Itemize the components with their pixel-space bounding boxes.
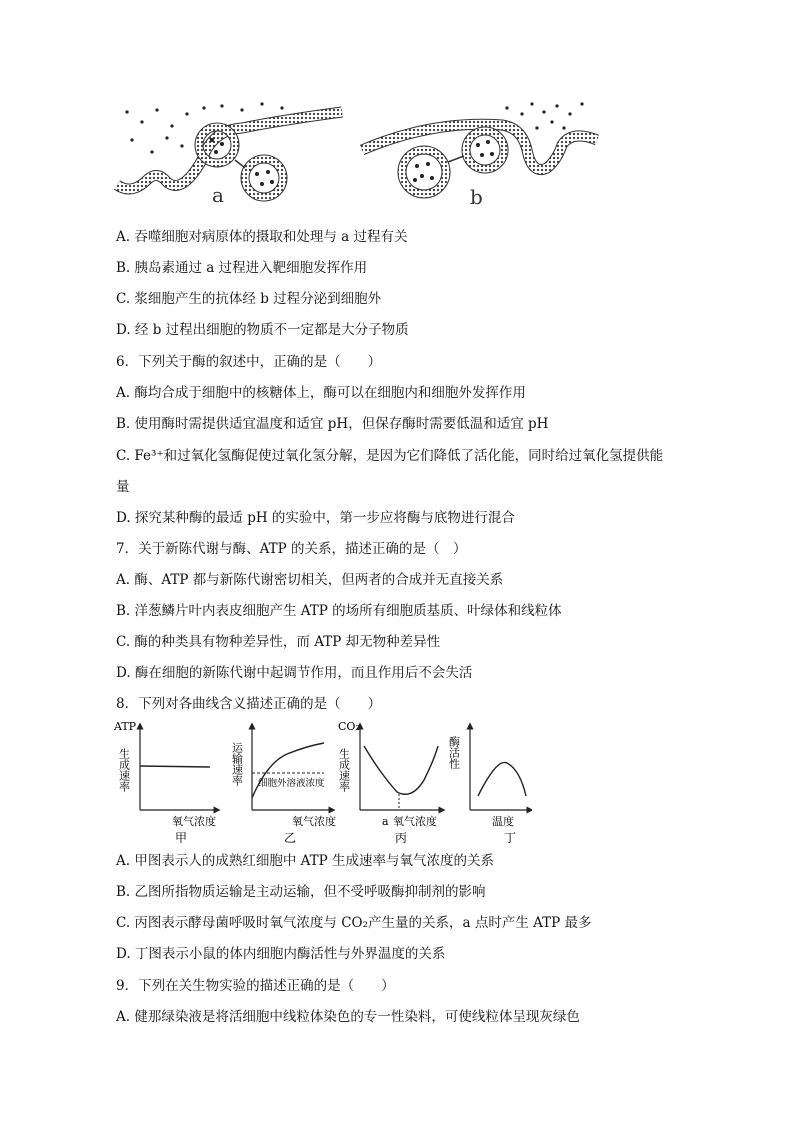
q8-stem: 8．下列对各曲线含义描述正确的是（ ） — [116, 696, 382, 712]
q7-option-c: C. 酶的种类具有物种差异性，而 ATP 却无物种差异性 — [116, 634, 441, 650]
q7-stem: 7．关于新陈代谢与酶、ATP 的关系，描述正确的是（ ） — [116, 541, 467, 557]
q5-option-c: C. 浆细胞产生的抗体经 b 过程分泌到细胞外 — [116, 291, 382, 307]
jia-curve — [140, 766, 210, 767]
q7-option-b: B. 洋葱鳞片叶内表皮细胞产生 ATP 的场所有细胞质基质、叶绿体和线粒体 — [116, 603, 562, 619]
q9-option-a: A. 健那绿染液是将活细胞中线粒体染色的专一性染料，可使线粒体呈现灰绿色 — [116, 1009, 580, 1025]
bing-y-top: CO₂ — [338, 720, 360, 733]
q8-option-d: D. 丁图表示小鼠的体内细胞内酶活性与外界温度的关系 — [116, 946, 446, 962]
q8-option-b: B. 乙图所指物质运输是主动运输，但不受呼吸酶抑制剂的影响 — [116, 884, 486, 900]
yi-y-label: 运输速率 — [230, 742, 244, 786]
q6-option-b: B. 使用酶时需提供适宜温度和适宜 pH，但保存酶时需要低温和适宜 pH — [116, 416, 549, 432]
yi-x-label: 氧气浓度 — [292, 815, 336, 828]
label-b: b — [470, 185, 483, 208]
ding-curve — [478, 762, 526, 796]
chart-bing — [338, 720, 443, 845]
bing-point: a — [382, 815, 389, 828]
chart-ding — [448, 726, 531, 845]
q6-option-c: C. Fe³⁺和过氧化氢酶促使过氧化氢分解，是因为它们降低了活化能，同时给过氧化氢提供能 — [116, 448, 664, 464]
chart-jia — [113, 720, 217, 845]
chart-yi — [231, 726, 337, 845]
bing-y-label: 生成速率 — [337, 748, 351, 792]
bing-name: 丙 — [395, 831, 408, 845]
q7-option-a: A. 酶、ATP 都与新陈代谢密切相关，但两者的合成并无直接关系 — [116, 572, 504, 588]
q7-option-d: D. 酶在细胞的新陈代谢中起调节作用，而且作用后不会失活 — [116, 665, 473, 681]
yi-curve — [252, 743, 324, 798]
q5-option-d: D. 经 b 过程出细胞的物质不一定都是大分子物质 — [116, 322, 409, 338]
jia-y-top: ATP — [114, 720, 137, 733]
q9-stem: 9．下列在关生物实验的描述正确的是（ ） — [116, 978, 395, 994]
jia-y-label: 生成速率 — [117, 748, 131, 792]
yi-dashed-label: 细胞外溶液浓度 — [258, 778, 325, 789]
membrane-transport-figure — [112, 100, 602, 208]
ding-x-label: 温度 — [492, 815, 514, 828]
q8-option-c: C. 丙图表示酵母菌呼吸时氧气浓度与 CO₂产生量的关系，a 点时产生 ATP 最多 — [116, 915, 592, 931]
jia-x-label: 氧气浓度 — [172, 815, 216, 828]
q5-option-b: B. 胰岛素通过 a 过程进入靶细胞发挥作用 — [116, 260, 368, 276]
q8-charts — [112, 718, 532, 850]
bing-x-label: 氧气浓度 — [393, 815, 437, 828]
bing-curve — [364, 746, 438, 794]
jia-name: 甲 — [175, 831, 188, 845]
ding-name: 丁 — [504, 831, 517, 845]
q6-stem: 6．下列关于酶的叙述中，正确的是（ ） — [116, 354, 382, 370]
q6-option-c-cont: 量 — [116, 479, 130, 495]
q8-option-a: A. 甲图表示人的成熟红细胞中 ATP 生成速率与氧气浓度的关系 — [116, 853, 495, 869]
q6-option-a: A. 酶均合成于细胞中的核糖体上，酶可以在细胞内和细胞外发挥作用 — [116, 385, 526, 401]
ding-y-label: 酶活性 — [447, 736, 461, 769]
yi-name: 乙 — [284, 831, 297, 845]
q6-option-d: D. 探究某种酶的最适 pH 的实验中，第一步应将酶与底物进行混合 — [116, 510, 515, 526]
q5-option-a: A. 吞噬细胞对病原体的摄取和处理与 a 过程有关 — [116, 229, 408, 245]
label-a: a — [212, 183, 224, 207]
